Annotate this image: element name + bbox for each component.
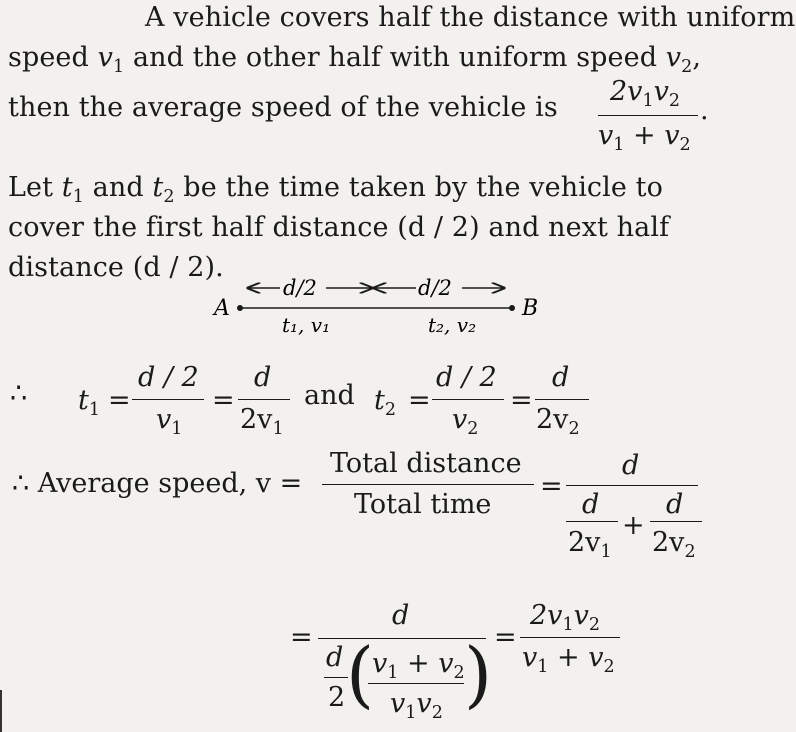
t2-frac1-den: $v_2$ bbox=[452, 404, 479, 440]
t1-frac2-den: $2v_1$ bbox=[240, 404, 284, 440]
final-inner-denominator: $v_1v_2$ bbox=[390, 688, 443, 724]
avg-sub2-num: d bbox=[666, 489, 684, 520]
final-inner-numerator: $v_1 + v_2$ bbox=[372, 648, 465, 684]
seg1-sublabel: t₁, v₁ bbox=[282, 313, 331, 337]
t1-frac1-bar bbox=[132, 399, 204, 400]
final-left-paren: ( bbox=[346, 632, 375, 716]
seg1-label: d/2 bbox=[283, 276, 317, 300]
statement-fraction-bar bbox=[598, 115, 698, 116]
point-a-label: A bbox=[214, 296, 230, 321]
avg-fraction-bar bbox=[322, 484, 534, 485]
t2-equals-2: = bbox=[510, 385, 533, 416]
distance-diagram bbox=[200, 270, 560, 340]
t2-symbol: $t_2$ bbox=[374, 385, 397, 421]
proof-line-1: Let $t_1$ and $t_2$ be the time taken by the vehicle to bbox=[8, 172, 663, 208]
avg-sub1-bar bbox=[566, 521, 618, 522]
t1-frac2-num: d bbox=[254, 362, 272, 393]
avg-sub1-num: d bbox=[582, 489, 600, 520]
avg-rhs-numerator: d bbox=[622, 450, 640, 481]
statement-period: . bbox=[700, 95, 709, 126]
statement-line-2: speed $v_1$ and the other half with uniform speed $v_2$, bbox=[8, 42, 702, 78]
final-result-denominator: $v_1 + v_2$ bbox=[522, 642, 615, 678]
seg2-label: d/2 bbox=[418, 276, 452, 300]
proof-line-2: cover the first half distance (d / 2) and next half bbox=[8, 212, 670, 243]
final-numerator: d bbox=[392, 600, 410, 631]
avg-sub2-bar bbox=[650, 521, 702, 522]
final-inner-two: 2 bbox=[328, 682, 346, 713]
t1-frac1-den: $v_1$ bbox=[156, 404, 183, 440]
t1-frac1-num: d / 2 bbox=[138, 362, 199, 393]
proof-line-3: distance (d / 2). bbox=[8, 252, 224, 283]
t1-symbol: $t_1$ bbox=[78, 385, 101, 421]
seg2-sublabel: t₂, v₂ bbox=[428, 313, 477, 337]
final-half-bar bbox=[324, 677, 348, 678]
avg-sub2-den: $2v_2$ bbox=[652, 527, 696, 563]
point-b-label: B bbox=[522, 296, 539, 321]
t2-frac2-den: $2v_2$ bbox=[536, 404, 580, 440]
final-result-bar bbox=[520, 637, 620, 638]
statement-fraction-denominator: $v_1 + v_2$ bbox=[598, 120, 691, 156]
point-b bbox=[509, 305, 515, 311]
final-equals-1: = bbox=[290, 622, 313, 653]
avg-rhs-bar bbox=[566, 485, 698, 486]
statement-line-3: then the average speed of the vehicle is bbox=[8, 92, 558, 123]
t2-frac1-bar bbox=[432, 399, 504, 400]
avg-numerator: Total distance bbox=[330, 448, 522, 479]
final-inner-d: d bbox=[326, 642, 344, 673]
avg-plus: + bbox=[622, 510, 645, 541]
therefore-symbol: ∴ bbox=[10, 378, 28, 409]
t2-equals: = bbox=[408, 385, 431, 416]
t2-frac1-num: d / 2 bbox=[436, 362, 497, 393]
final-equals-2: = bbox=[494, 622, 517, 653]
t1-equals: = bbox=[108, 385, 131, 416]
t1-frac2-bar bbox=[238, 399, 290, 400]
final-result-numerator: $2v_1v_2$ bbox=[530, 600, 601, 636]
final-right-paren: ) bbox=[464, 632, 493, 716]
average-speed-label: ∴ Average speed, v = bbox=[12, 468, 303, 499]
t2-frac2-num: d bbox=[552, 362, 570, 393]
final-fraction-bar bbox=[318, 638, 486, 639]
avg-sub1-den: $2v_1$ bbox=[568, 527, 612, 563]
statement-fraction-numerator: $2v_1v_2$ bbox=[610, 76, 681, 112]
t1-equals-2: = bbox=[212, 385, 235, 416]
avg-equals: = bbox=[540, 471, 563, 502]
final-inner-bar bbox=[368, 683, 464, 684]
avg-denominator: Total time bbox=[354, 489, 492, 520]
page-edge-shadow bbox=[0, 690, 2, 732]
statement-line-1: A vehicle covers half the distance with uniform bbox=[145, 2, 796, 33]
t2-frac2-bar bbox=[535, 399, 589, 400]
and-word: and bbox=[304, 380, 355, 411]
